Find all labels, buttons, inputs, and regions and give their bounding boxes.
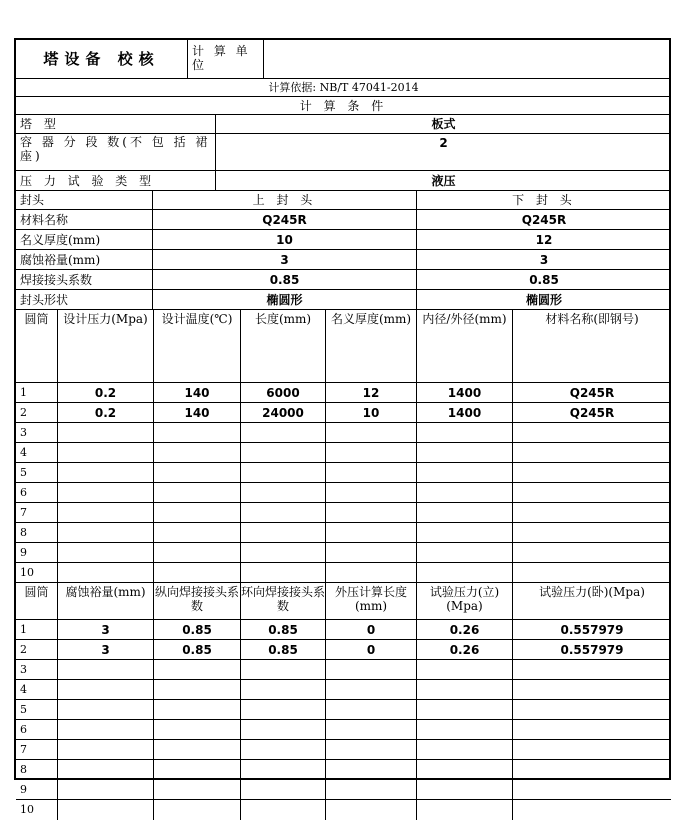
basis-row [16,79,671,97]
shell1-cell [153,483,240,502]
shell1-cell: Q245R [512,383,671,402]
shell1-row-number: 1 [20,385,27,399]
shell2-cell [512,680,671,699]
shell2-cell [325,680,416,699]
shell2-cell [325,660,416,679]
shell1-col-header: 圆筒 [24,312,49,326]
shell1-cell [240,423,325,442]
shell2-cell [512,720,671,739]
shell2-cell [153,720,240,739]
shell2-cell: 0 [325,620,416,639]
shell1-cell [416,443,512,462]
lower-head-value: 12 [416,230,671,249]
shell2-table-row [16,700,671,720]
shell1-col-header: 材料名称(即钢号) [512,310,671,382]
shell2-cell: 0.26 [416,620,512,639]
shell1-row-number: 9 [20,545,27,559]
shell1-cell [325,563,416,582]
heads-header-row [16,191,671,210]
shell1-cell [416,483,512,502]
shell1-col-header: 名义厚度(mm) [325,310,416,382]
shell1-cell [153,463,240,482]
shell2-cell [153,660,240,679]
shell1-row-number: 10 [20,565,34,579]
shell1-cell [57,423,153,442]
shell1-cell [153,503,240,522]
head-property-row [16,290,671,310]
head-property-row [16,270,671,290]
shell1-cell [325,463,416,482]
shell2-cell [416,800,512,820]
shell1-row-number: 8 [20,525,27,539]
shell2-cell [57,800,153,820]
shell2-row-number: 7 [20,742,27,756]
shell2-cell [325,720,416,739]
shell1-table-row [16,383,671,403]
shell1-table-row [16,543,671,563]
shell1-cell: 0.2 [57,383,153,402]
shell1-cell: Q245R [512,403,671,422]
shell2-cell: 0.557979 [512,620,671,639]
shell1-cell [57,463,153,482]
shell2-cell [325,700,416,719]
lower-head-value: 椭圆形 [416,290,671,309]
shell2-table-row [16,680,671,700]
shell1-cell [325,483,416,502]
shell2-cell [325,740,416,759]
shell1-cell [325,543,416,562]
shell2-cell [512,800,671,820]
shell2-cell: 0.85 [153,620,240,639]
shell1-table-row [16,563,671,583]
shell1-cell [512,463,671,482]
shell1-cell [153,543,240,562]
shell2-table-row [16,720,671,740]
shell2-cell: 0.26 [416,640,512,659]
shell1-cell [416,423,512,442]
tower-type-label: 塔 型 [20,117,60,131]
head-property-label: 材料名称 [20,212,69,227]
upper-head-title: 上 封 头 [152,191,416,209]
shell1-cell [153,523,240,542]
shell2-cell [153,780,240,799]
shell1-cell: 12 [325,383,416,402]
shell2-cell [512,780,671,799]
shell2-cell [240,660,325,679]
shell2-cell [240,680,325,699]
shell2-cell [153,700,240,719]
tower-type-value: 板式 [215,115,671,133]
tower-type-row [16,115,671,134]
shell2-cell: 0 [325,640,416,659]
head-property-label: 腐蚀裕量(mm) [20,252,101,267]
shell2-table-row [16,800,671,820]
upper-head-value: 椭圆形 [152,290,416,309]
shell2-cell: 0.557979 [512,640,671,659]
calc-basis: 计算依据: NB/T 47041-2014 [268,80,419,94]
shell1-table-row [16,423,671,443]
sheet-title: 塔设备 校核 [43,50,160,68]
shell1-cell [240,483,325,502]
shell1-cell [325,503,416,522]
shell2-cell [240,780,325,799]
shell1-col-header: 设计压力(Mpa) [57,310,153,382]
shell2-cell [57,660,153,679]
shell1-header-row [16,310,671,383]
shell2-col-header: 试验压力(卧)(Mpa) [512,583,671,619]
shell2-cell [153,740,240,759]
shell2-col-header: 试验压力(立)(Mpa) [416,583,512,619]
shell1-cell [240,503,325,522]
shell1-cell [416,503,512,522]
segments-row [16,134,671,171]
shell1-cell [153,563,240,582]
shell1-row-number: 2 [20,405,27,419]
shell2-cell [325,780,416,799]
shell1-cell [57,563,153,582]
shell1-row-number: 7 [20,505,27,519]
shell1-table-row [16,523,671,543]
shell2-cell [416,660,512,679]
shell2-row-number: 2 [20,642,27,656]
shell1-cell: 24000 [240,403,325,422]
shell2-col-header: 腐蚀裕量(mm) [57,583,153,619]
shell1-cell: 140 [153,403,240,422]
shell1-cell [416,543,512,562]
shell2-row-number: 9 [20,782,27,796]
conditions-row [16,97,671,115]
head-property-label: 封头形状 [20,292,69,307]
shell1-cell [512,423,671,442]
shell1-cell [57,543,153,562]
shell1-col-header: 长度(mm) [240,310,325,382]
shell2-cell [416,720,512,739]
shell2-row-number: 10 [20,803,34,816]
shell1-cell [57,523,153,542]
upper-head-value: 3 [152,250,416,269]
calc-unit-label: 计 算 单 位 [187,40,263,78]
shell2-cell [57,780,153,799]
shell2-cell [416,680,512,699]
pressure-test-value: 液压 [215,171,671,190]
shell2-cell [512,700,671,719]
shell1-table-row [16,463,671,483]
shell1-cell: 1400 [416,383,512,402]
segments-label: 容 器 分 段 数(不 包 括 裙 座) [20,135,211,163]
shell1-cell [416,463,512,482]
shell2-table-row [16,740,671,760]
head-property-row [16,250,671,270]
shell1-cell [416,523,512,542]
shell1-cell [153,443,240,462]
shell1-cell [325,443,416,462]
shell2-cell [512,760,671,779]
shell2-col-header: 外压计算长度(mm) [325,583,416,619]
shell1-table-row [16,403,671,423]
shell1-cell: 6000 [240,383,325,402]
shell2-cell [512,660,671,679]
shell2-row-number: 6 [20,722,27,736]
shell2-cell [240,700,325,719]
shell2-cell [416,780,512,799]
shell2-col-header: 圆筒 [24,585,49,599]
tower-check-sheet [14,38,671,816]
shell2-cell [416,700,512,719]
calc-conditions-title: 计 算 条 件 [299,98,388,113]
lower-head-value: Q245R [416,210,671,229]
shell1-cell: 140 [153,383,240,402]
shell2-cell [416,760,512,779]
shell1-cell [512,563,671,582]
shell1-cell [57,503,153,522]
shell1-cell [240,463,325,482]
upper-head-value: 10 [152,230,416,249]
head-property-row [16,230,671,250]
pressure-test-label: 压 力 试 验 类 型 [20,173,156,188]
shell2-cell: 0.85 [240,640,325,659]
shell1-col-header: 内径/外径(mm) [416,310,512,382]
shell1-cell [153,423,240,442]
calc-unit-value [263,40,671,78]
shell2-cell [57,700,153,719]
upper-head-value: 0.85 [152,270,416,289]
lower-head-value: 0.85 [416,270,671,289]
shell2-cell [416,740,512,759]
shell1-cell [416,563,512,582]
shell2-cell [57,680,153,699]
shell2-cell [153,680,240,699]
title-row [16,40,671,79]
shell2-cell [57,760,153,779]
shell1-cell [512,483,671,502]
shell1-table-row [16,483,671,503]
shell1-cell [512,543,671,562]
shell1-cell [325,523,416,542]
shell1-row-number: 4 [20,445,27,459]
shell2-table-row [16,620,671,640]
heads-label: 封头 [20,193,45,207]
shell1-cell: 1400 [416,403,512,422]
shell1-table-row [16,443,671,463]
shell2-col-header: 纵向焊接接头系数 [153,583,240,619]
lower-head-value: 3 [416,250,671,269]
shell1-col-header: 设计温度(℃) [153,310,240,382]
shell2-cell [240,740,325,759]
shell1-cell: 0.2 [57,403,153,422]
shell2-row-number: 1 [20,622,27,636]
shell1-cell [240,523,325,542]
shell2-cell [240,720,325,739]
shell1-row-number: 6 [20,485,27,499]
shell1-cell [57,483,153,502]
shell1-cell [512,523,671,542]
shell2-header-row [16,583,671,620]
shell2-row-number: 4 [20,682,27,696]
shell1-cell [240,443,325,462]
shell2-cell: 0.85 [153,640,240,659]
shell2-table-row [16,760,671,780]
shell2-cell: 3 [57,640,153,659]
shell1-row-number: 5 [20,465,27,479]
shell2-cell [57,740,153,759]
shell2-cell [325,800,416,820]
shell2-cell [325,760,416,779]
shell2-row-number: 8 [20,762,27,776]
shell1-table-row [16,503,671,523]
shell2-row-number: 3 [20,662,27,676]
shell2-cell [153,800,240,820]
shell2-cell: 0.85 [240,620,325,639]
shell2-cell: 3 [57,620,153,639]
shell1-row-number: 3 [20,425,27,439]
shell1-cell [325,423,416,442]
shell1-cell: 10 [325,403,416,422]
shell2-cell [512,740,671,759]
shell1-cell [57,443,153,462]
upper-head-value: Q245R [152,210,416,229]
head-property-row [16,210,671,230]
shell2-table-row [16,660,671,680]
pressure-test-row [16,171,671,191]
shell2-cell [57,720,153,739]
shell1-cell [240,543,325,562]
shell2-table-row [16,640,671,660]
lower-head-title: 下 封 头 [416,191,671,209]
shell1-cell [512,503,671,522]
shell2-table-row [16,780,671,800]
shell1-cell [240,563,325,582]
head-property-label: 焊接接头系数 [20,272,93,287]
shell2-cell [240,760,325,779]
segments-value: 2 [215,134,671,170]
shell2-col-header: 环向焊接接头系数 [240,583,325,619]
head-property-label: 名义厚度(mm) [20,232,101,247]
shell1-cell [512,443,671,462]
shell2-cell [240,800,325,820]
shell2-row-number: 5 [20,702,27,716]
shell2-cell [153,760,240,779]
